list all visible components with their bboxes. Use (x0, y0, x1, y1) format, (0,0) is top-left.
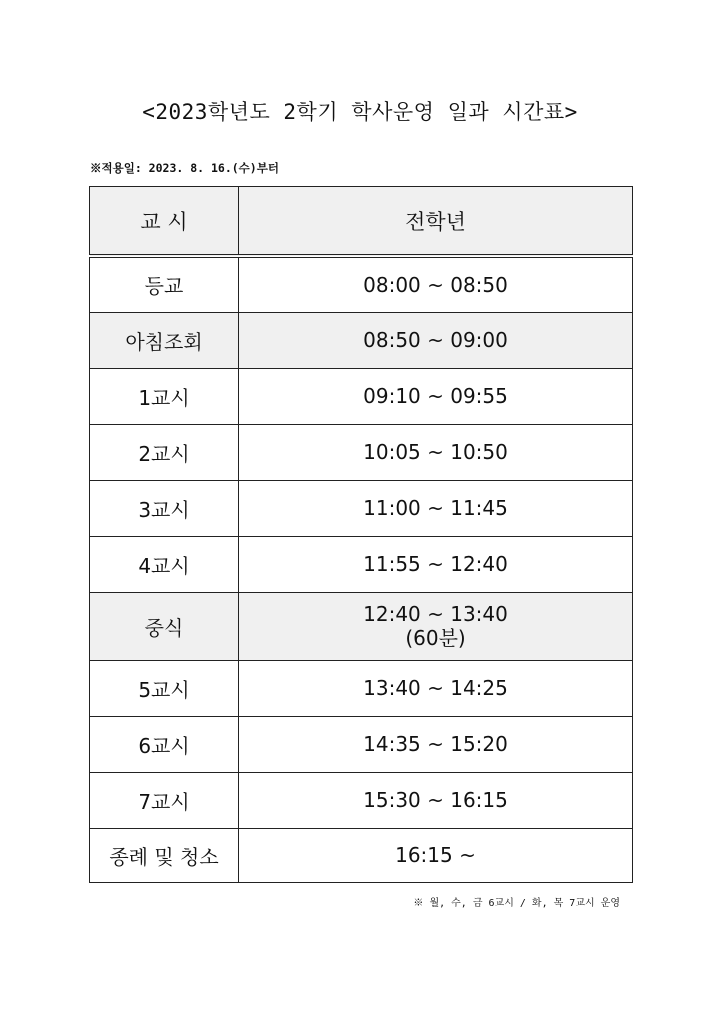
period-cell: 종례 및 청소 (90, 828, 239, 882)
period-cell: 4교시 (90, 536, 239, 592)
time-cell (239, 592, 633, 660)
period-cell: 중식 (90, 592, 239, 660)
table-row (90, 536, 633, 592)
time-cell: 14:35 ~ 15:20 (239, 716, 633, 772)
lunch-duration: (60분) (405, 626, 466, 650)
period-cell: 3교시 (90, 480, 239, 536)
table-row (90, 368, 633, 424)
period-cell: 7교시 (90, 772, 239, 828)
schedule-table (89, 186, 633, 883)
time-cell: 08:50 ~ 09:00 (239, 312, 633, 368)
period-cell: 1교시 (90, 368, 239, 424)
table-header-row (90, 187, 633, 257)
time-cell: 08:00 ~ 08:50 (239, 256, 633, 312)
period-cell: 2교시 (90, 424, 239, 480)
table-row (90, 424, 633, 480)
table-row (90, 716, 633, 772)
page-title: <2023학년도 2학기 학사운영 일과 시간표> (142, 100, 578, 124)
table-row (90, 312, 633, 368)
time-cell: 15:30 ~ 16:15 (239, 772, 633, 828)
period-cell: 5교시 (90, 660, 239, 716)
period-cell: 아침조회 (90, 312, 239, 368)
time-cell: 11:00 ~ 11:45 (239, 480, 633, 536)
time-cell: 13:40 ~ 14:25 (239, 660, 633, 716)
period-cell: 등교 (90, 256, 239, 312)
table-row (90, 660, 633, 716)
table-row (90, 828, 633, 882)
table-row (90, 480, 633, 536)
table-row (90, 772, 633, 828)
table-row (90, 592, 633, 660)
time-cell: 10:05 ~ 10:50 (239, 424, 633, 480)
header-all-grades: 전학년 (239, 187, 633, 257)
time-cell: 11:55 ~ 12:40 (239, 536, 633, 592)
time-cell: 09:10 ~ 09:55 (239, 368, 633, 424)
time-cell: 16:15 ~ (239, 828, 633, 882)
operation-footnote: ※ 월, 수, 금 6교시 / 화, 목 7교시 운영 (413, 898, 620, 909)
lunch-time-range: 12:40 ~ 13:40 (363, 602, 508, 626)
period-cell: 6교시 (90, 716, 239, 772)
header-period: 교 시 (90, 187, 239, 257)
apply-date-note: ※적용일: 2023. 8. 16.(수)부터 (90, 161, 279, 175)
table-row (90, 256, 633, 312)
